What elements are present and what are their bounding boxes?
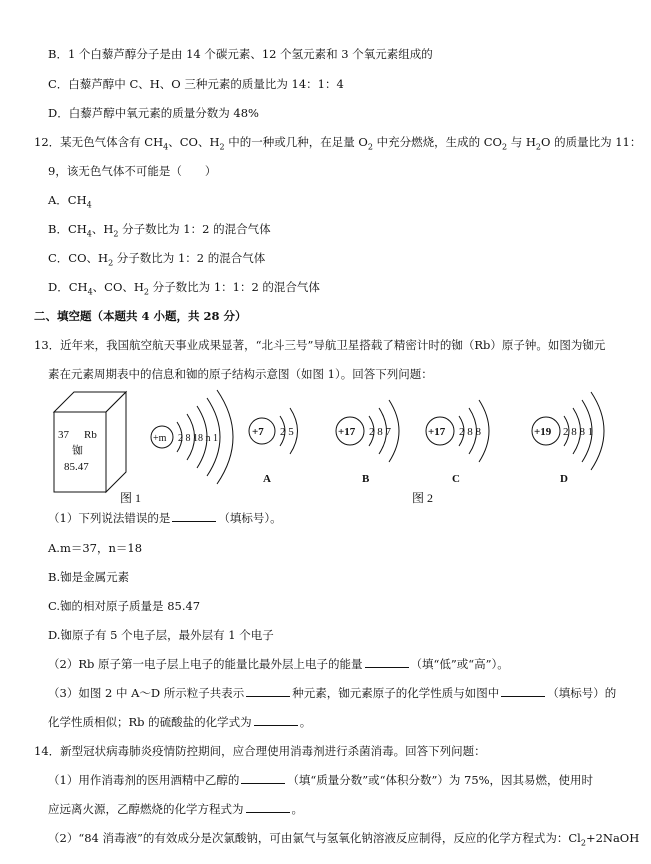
q11-option-c: C．白藜芦醇中 C、H、O 三种元素的质量比为 14：1：4 xyxy=(48,77,344,91)
answer-blank[interactable] xyxy=(246,801,290,813)
answer-blank[interactable] xyxy=(172,510,216,522)
atomic-structure-figures xyxy=(40,386,630,508)
q11-option-d: D．白藜芦醇中氧元素的质量分数为 48% xyxy=(48,106,259,120)
particle-a-label: A xyxy=(263,473,271,485)
q12-option-a: A．$CH_4$ xyxy=(48,193,92,210)
particle-b-electrons: 2 8 7 xyxy=(369,426,391,438)
figure-1-caption: 图 1 xyxy=(120,491,142,505)
particle-d-electrons: 2 8 8 1 xyxy=(563,426,594,438)
particle-d xyxy=(532,392,604,485)
q13-option-b: B.铷是金属元素 xyxy=(48,570,130,584)
particle-a-nucleus: +7 xyxy=(252,426,264,438)
rb-electrons: 2 8 18 n 1 xyxy=(178,433,218,444)
particle-c-electrons: 2 8 8 xyxy=(459,426,481,438)
q12-stem-cont: 9，该无色气体不可能是（ ） xyxy=(48,164,217,178)
q13-option-a: A.m＝37，n＝18 xyxy=(48,541,143,555)
q14-part1: （1）用作消毒剂的医用酒精中乙醇的 （填“质量分数”或“体积分数”）为 75%，因其易燃，使用时 xyxy=(48,773,594,787)
q13-part2: （2）Rb 原子第一电子层上电子的能量比最外层上电子的能量 （填“低”或“高”）。 xyxy=(48,657,509,671)
section-heading: 二、填空题（本题共 4 小题，共 28 分） xyxy=(34,309,247,323)
particle-c-nucleus: +17 xyxy=(428,426,446,438)
q14-part1-cont: 应远离火源，乙醇燃烧的化学方程式为 。 xyxy=(48,802,303,816)
answer-blank[interactable] xyxy=(241,772,285,784)
q13-stem-cont: 素在元素周期表中的信息和铷的原子结构示意图（如图 1）。回答下列问题： xyxy=(48,367,433,381)
particle-d-nucleus: +19 xyxy=(534,426,552,438)
element-symbol: Rb xyxy=(84,429,97,441)
q13-part3-cont: 化学性质相似；Rb 的硫酸盐的化学式为 。 xyxy=(48,715,312,729)
figure-2-caption: 图 2 xyxy=(412,491,434,505)
q13-part3: （3）如图 2 中 A～D 所示粒子共表示 种元素，铷元素原子的化学性质与如图中 （填标号）的 xyxy=(48,686,617,700)
q14-stem: 14．新型冠状病毒肺炎疫情防控期间，应合理使用消毒剂进行杀菌消毒。回答下列问题： xyxy=(34,744,486,758)
answer-blank[interactable] xyxy=(501,685,545,697)
q13-part1: （1）下列说法错误的是 （填标号）。 xyxy=(48,511,282,525)
atomic-mass: 85.47 xyxy=(64,461,89,473)
atomic-number: 37 xyxy=(58,429,69,441)
element-name: 铷 xyxy=(72,445,83,457)
particle-a-electrons: 2 5 xyxy=(280,426,294,438)
particle-b-nucleus: +17 xyxy=(338,426,356,438)
answer-blank[interactable] xyxy=(246,685,290,697)
particle-c xyxy=(426,400,489,485)
q13-option-d: D.铷原子有 5 个电子层，最外层有 1 个电子 xyxy=(48,628,274,642)
rb-nucleus: +m xyxy=(153,433,167,444)
q13-stem: 13．近年来，我国航空航天事业成果显著，“北斗三号”导航卫星搭载了精密计时的铷（Rb）原子钟。如图为铷元 xyxy=(34,338,606,352)
rb-atom-diagram xyxy=(151,390,233,484)
particle-c-label: C xyxy=(452,473,460,485)
q12-option-d: D．$CH_4$、CO、$H_2$ 分子数比为 1：1：2 的混合气体 xyxy=(48,280,320,297)
particle-a xyxy=(249,408,298,485)
particle-b-label: B xyxy=(362,473,370,485)
q12-option-c: C．CO、$H_2$ 分子数比为 1：2 的混合气体 xyxy=(48,251,266,268)
q12-stem: 12．某无色气体含有 $CH_4$、CO、$H_2$ 中的一种或几种，在足量 $O_2$ 中充分燃烧，生成的 $CO_2$ 与 $H_2O$ 的质量比为 11： xyxy=(34,135,642,152)
particle-b xyxy=(336,400,399,485)
periodic-table-cell xyxy=(54,392,126,492)
answer-blank[interactable] xyxy=(254,714,298,726)
q13-option-c: C.铷的相对原子质量是 85.47 xyxy=(48,599,201,613)
q12-option-b: B．$CH_4$、$H_2$ 分子数比为 1：2 的混合气体 xyxy=(48,222,271,239)
q14-part2: （2）“84 消毒液”的有效成分是次氯酸钠，可由氯气与氢氧化钠溶液反应制得，反应的化学方程式为：$Cl_2+2NaOH$ xyxy=(48,831,640,848)
answer-blank[interactable] xyxy=(365,656,409,668)
particle-d-label: D xyxy=(560,473,568,485)
q11-option-b: B．1 个白藜芦醇分子是由 14 个碳元素、12 个氢元素和 3 个氧元素组成的 xyxy=(48,47,433,61)
